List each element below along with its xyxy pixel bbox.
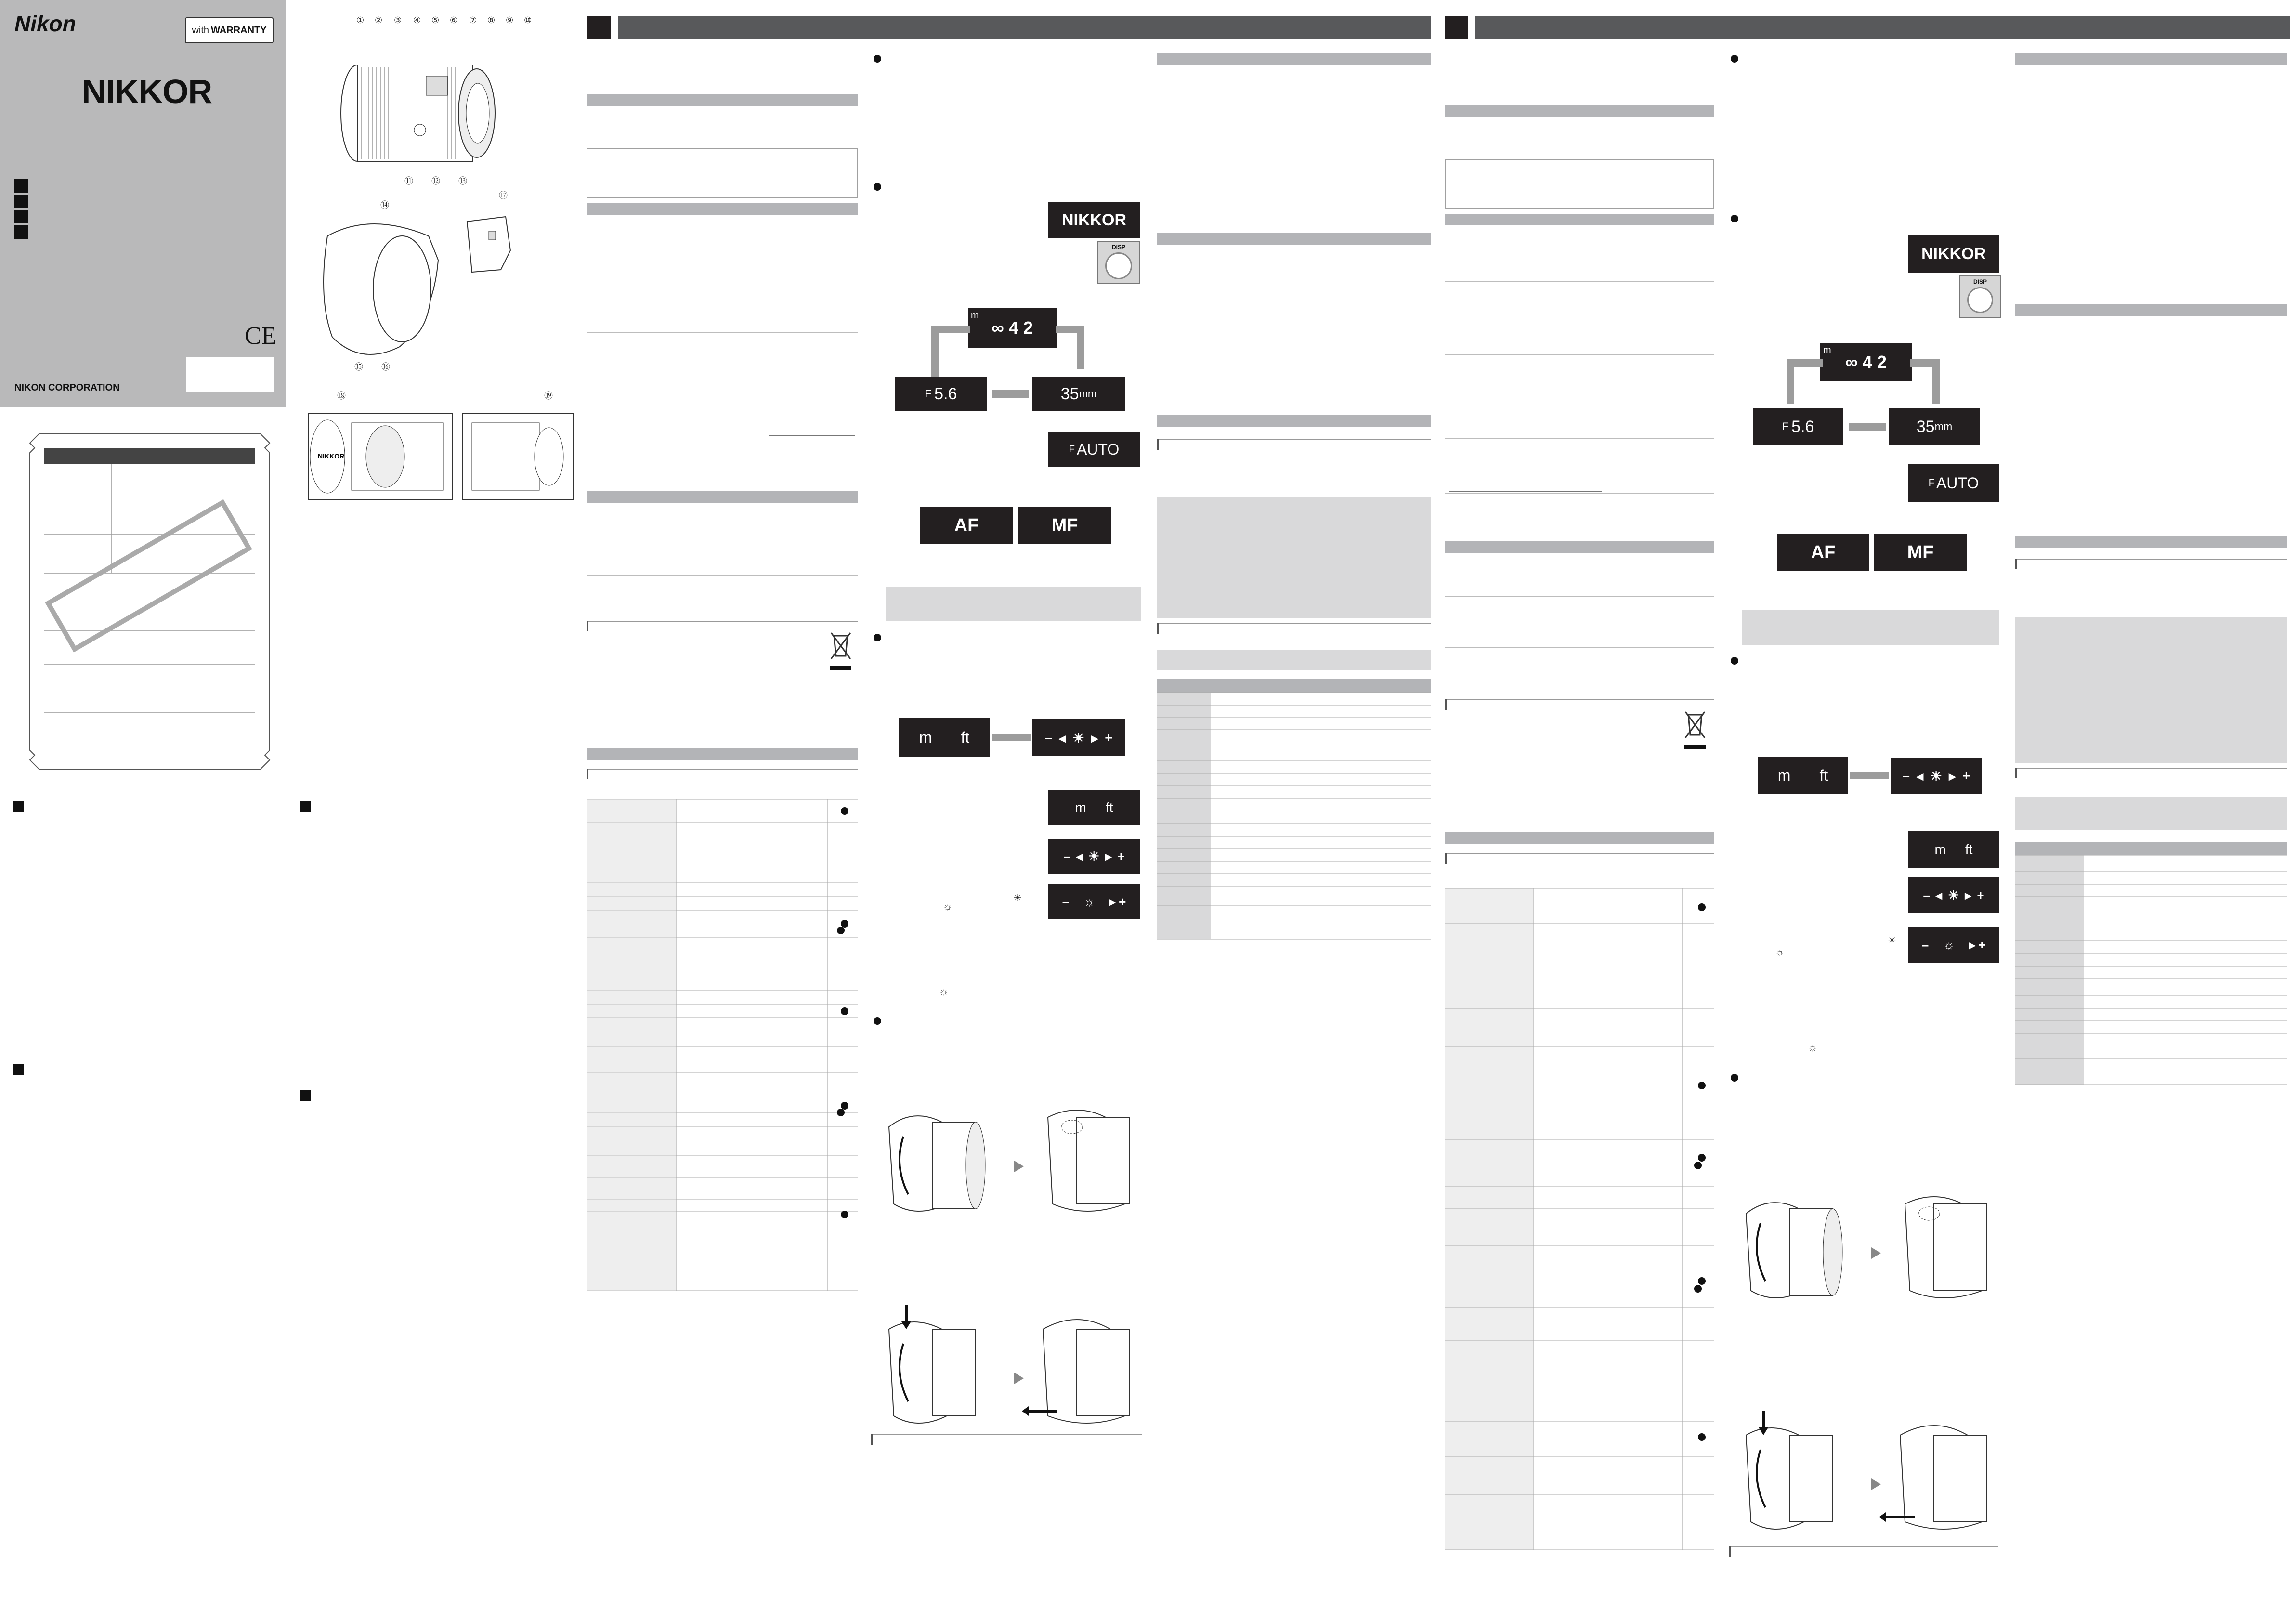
hood-attach-diagram [1741, 1175, 2001, 1310]
dim-sun-icon: ☼ [943, 901, 953, 913]
warranty-label: WARRANTY [211, 25, 267, 36]
distance-unit: m [971, 310, 979, 321]
part-number: ⑤ [431, 15, 440, 25]
cycle-arrow [931, 326, 939, 379]
distance-scale-display [968, 308, 1057, 348]
fauto-value: AUTO [1076, 440, 1120, 458]
ce-mark: CE [245, 322, 277, 350]
disp-button-label: DISP [1111, 244, 1125, 250]
bullet [874, 634, 881, 641]
section-title-bar [587, 94, 858, 106]
cycle-arrow [1932, 359, 1940, 404]
part-number: ⑮ [354, 362, 363, 372]
aperture-prefix: F [925, 388, 932, 400]
bullet [1731, 657, 1738, 665]
rule-line [1445, 853, 1714, 854]
part-number: ⑫ [431, 176, 440, 186]
unit-ft: ft [1965, 842, 1973, 857]
rule-line [587, 332, 858, 333]
part-number: ④ [413, 15, 421, 25]
brightness-minus: – [1062, 894, 1070, 909]
focal-unit: mm [1934, 420, 1953, 432]
section-title-bar [1157, 233, 1431, 245]
distance-values: ∞ 4 2 [991, 318, 1033, 338]
aperture-display [1753, 408, 1843, 445]
dim-sun-icon: ☼ [1943, 937, 1955, 952]
brightness-right-icon: ▸ [1091, 730, 1098, 746]
fauto-display [1048, 432, 1140, 467]
brightness-plus: + [1105, 730, 1113, 745]
note-marker [1157, 439, 1159, 450]
cycle-arrow [1077, 326, 1084, 369]
weee-bin-icon [828, 629, 853, 673]
note-marker [1157, 623, 1159, 634]
brightness-plus: + [1977, 888, 1984, 903]
unit-ft: ft [961, 728, 970, 746]
brightness-plus: + [1117, 849, 1125, 863]
rule-line [1445, 699, 1714, 700]
rule-line [587, 575, 858, 576]
note-marker [587, 621, 588, 631]
spec-header-panel [2015, 797, 2287, 830]
brightness-right-icon: ▸ [1105, 849, 1112, 863]
brightness-minus: – [1923, 888, 1930, 903]
spec-list-table [1157, 679, 1431, 939]
rule-line [1445, 493, 1714, 494]
rule-line [587, 621, 858, 622]
unit-ft: ft [1819, 766, 1828, 784]
note-marker [1445, 853, 1447, 864]
section-title-bar [2015, 304, 2287, 316]
af-mode-display: AF [1777, 534, 1869, 571]
hood-attach-diagram [884, 1088, 1144, 1223]
distance-unit: m [1823, 345, 1831, 355]
fauto-value: AUTO [1936, 474, 1979, 492]
fauto-prefix: F [1928, 477, 1934, 488]
note-panel [1742, 610, 1999, 645]
toggle-arrow [1850, 772, 1889, 779]
section-title-bar [1445, 214, 1714, 225]
cover-panel [0, 0, 286, 407]
sun-icon: ☀ [1947, 888, 1959, 903]
brightness-plus: + [1978, 937, 1986, 952]
section-title-bar [1445, 541, 1714, 553]
bullet [874, 55, 881, 63]
section-title-bar [1157, 53, 1431, 65]
brightness-display-small [1048, 839, 1140, 874]
bullet [1731, 1074, 1738, 1082]
mf-mode-display: MF [1018, 507, 1111, 544]
brightness-left-icon: ◂ [1058, 730, 1066, 746]
brightness-left-icon: ◂ [1916, 768, 1924, 784]
section-title-bar [1445, 105, 1714, 117]
unit-display-small [1048, 790, 1140, 825]
part-number: ⑲ [544, 391, 553, 401]
note-marker [1445, 699, 1447, 710]
brightness-plus: + [1119, 894, 1126, 909]
product-title: NIKKOR [82, 73, 212, 110]
section-title-bar [2015, 536, 2287, 548]
section-header-bar [1475, 16, 2290, 39]
brightness-display [1032, 719, 1125, 756]
unit-display [899, 718, 990, 757]
part-number: ⑯ [381, 362, 390, 372]
cycle-arrow [1849, 423, 1886, 431]
bullet [874, 1017, 881, 1025]
aperture-prefix: F [1782, 420, 1789, 432]
section-title-bar [1157, 415, 1431, 427]
disp-button-circle [1967, 287, 1993, 313]
unit-ft: ft [1105, 800, 1113, 815]
disp-button-label: DISP [1973, 278, 1987, 285]
spec-table [1445, 888, 1714, 1550]
spec-list-table [2015, 842, 2287, 1085]
unit-m: m [1934, 842, 1946, 857]
rule-line [1157, 623, 1431, 624]
note-panel [886, 587, 1141, 621]
brightness-minus: – [1063, 849, 1070, 863]
language-marker [14, 225, 28, 239]
language-marker [14, 179, 28, 193]
dim-sun-icon: ☼ [1083, 894, 1096, 909]
section-marker [300, 1090, 311, 1101]
sun-icon: ☀ [1930, 768, 1943, 784]
warranty-badge [185, 17, 274, 43]
focal-value: 35 [1060, 384, 1079, 403]
brightness-left-icon: ◂ [1935, 888, 1942, 903]
focal-unit: mm [1079, 388, 1097, 400]
sun-icon: ☀ [1888, 935, 1896, 946]
brightness-minus: – [1902, 768, 1910, 783]
rule-line [1445, 596, 1714, 597]
aperture-value: 5.6 [1791, 417, 1814, 436]
disp-button[interactable] [1097, 241, 1140, 284]
part-number: ② [375, 15, 383, 25]
part-number: ① [356, 15, 365, 25]
rule-line [2015, 559, 2287, 560]
dim-sun-icon: ☼ [939, 985, 949, 997]
unit-m: m [1075, 800, 1086, 815]
hood-remove-diagram [1741, 1406, 2001, 1541]
part-number: ⑬ [458, 176, 467, 186]
rule-line [871, 1434, 1142, 1435]
notice-box [587, 148, 858, 198]
brightness-plus: + [1962, 768, 1970, 783]
barcode-area [186, 357, 274, 392]
brightness-right-icon: ▸ [1109, 894, 1116, 909]
note-marker [871, 1434, 873, 1445]
part-number: ⑩ [524, 15, 532, 25]
unit-m: m [1777, 766, 1791, 784]
rule-line [2015, 768, 2287, 769]
sun-icon: ☀ [1013, 893, 1022, 903]
section-number-box [587, 16, 611, 39]
section-title-bar [587, 491, 858, 503]
part-number: ⑪ [404, 176, 413, 186]
distance-scale-display [1820, 343, 1912, 381]
cycle-arrow [992, 390, 1029, 398]
part-number: ⑱ [337, 391, 346, 401]
toggle-arrow [992, 734, 1031, 741]
rule-line [1445, 354, 1714, 355]
language-marker [14, 210, 28, 223]
brightness-right-icon: ▸ [1965, 888, 1971, 903]
part-number: ⑰ [499, 191, 508, 200]
rule-line [1445, 647, 1714, 648]
part-number: ⑭ [380, 200, 389, 210]
brightness-minus: – [1044, 730, 1052, 745]
aperture-value: 5.6 [934, 384, 957, 403]
note-marker [2015, 559, 2017, 569]
rule-line [769, 435, 855, 436]
fauto-prefix: F [1069, 444, 1075, 455]
part-number: ③ [394, 15, 402, 25]
cycle-arrow [1787, 359, 1794, 404]
brand-logo: Nikon [14, 11, 76, 36]
nikkor-display-badge: NIKKOR [1908, 235, 1999, 273]
brightness-display [1891, 758, 1982, 794]
rule-line [1445, 438, 1714, 439]
aperture-display [895, 377, 987, 411]
disp-button-circle [1105, 252, 1132, 279]
focal-length-display [1889, 408, 1980, 445]
af-mode-display: AF [920, 507, 1013, 544]
section-header-bar [618, 16, 1431, 39]
note-marker [587, 769, 588, 779]
dim-display-small [1908, 927, 1999, 963]
section-marker [13, 801, 24, 812]
brightness-display-small [1908, 877, 1999, 913]
note-marker [1729, 1546, 1731, 1557]
unit-m: m [919, 728, 932, 746]
section-marker [300, 801, 311, 812]
notice-box [1445, 159, 1714, 209]
cap-label: NIKKOR [318, 452, 345, 460]
unit-display [1758, 757, 1848, 794]
unit-display-small [1908, 831, 1999, 868]
bullet [1731, 55, 1738, 63]
sun-icon: ☀ [1072, 730, 1085, 746]
part-number: ⑦ [469, 15, 477, 25]
dim-display-small [1048, 884, 1140, 919]
sun-icon: ☀ [1088, 849, 1100, 863]
part-number: ⑧ [487, 15, 496, 25]
section-title-bar [2015, 53, 2287, 65]
warranty-prefix: with [192, 25, 209, 36]
section-number-box [1445, 16, 1468, 39]
part-number: ⑥ [450, 15, 458, 25]
bullet [874, 183, 881, 191]
caution-panel [2015, 617, 2287, 763]
rule-line [1449, 491, 1602, 492]
brightness-minus: – [1921, 937, 1929, 952]
section-title-bar [1445, 832, 1714, 844]
nikkor-display-badge: NIKKOR [1048, 202, 1140, 238]
focal-value: 35 [1916, 417, 1935, 436]
brightness-left-icon: ◂ [1076, 849, 1083, 863]
section-title-bar [587, 203, 858, 215]
bullet [1731, 215, 1738, 222]
lens-diagram [308, 10, 553, 501]
spec-table [587, 799, 858, 1291]
section-marker [13, 1064, 24, 1075]
rule-line [1445, 281, 1714, 282]
brightness-right-icon: ▸ [1949, 768, 1956, 784]
note-marker [2015, 768, 2017, 778]
rule-line [1729, 1546, 1998, 1547]
weee-bin-icon [1683, 708, 1708, 752]
brightness-right-icon: ▸ [1969, 937, 1976, 952]
focal-length-display [1032, 377, 1125, 411]
dim-sun-icon: ☼ [1775, 946, 1785, 958]
corporation-name: NIKON CORPORATION [14, 382, 120, 393]
fauto-display [1908, 464, 1999, 502]
hood-remove-diagram [884, 1300, 1144, 1435]
warranty-card [30, 433, 270, 770]
spec-header-panel [1157, 650, 1431, 670]
distance-values: ∞ 4 2 [1845, 352, 1887, 372]
language-marker [14, 195, 28, 208]
part-number: ⑨ [506, 15, 514, 25]
disp-button[interactable] [1959, 275, 2001, 318]
caution-panel [1157, 497, 1431, 618]
section-title-bar [587, 748, 858, 760]
rule-line [1157, 439, 1431, 440]
dim-sun-icon: ☼ [1808, 1041, 1818, 1053]
mf-mode-display: MF [1874, 534, 1967, 571]
rule-line [587, 769, 858, 770]
